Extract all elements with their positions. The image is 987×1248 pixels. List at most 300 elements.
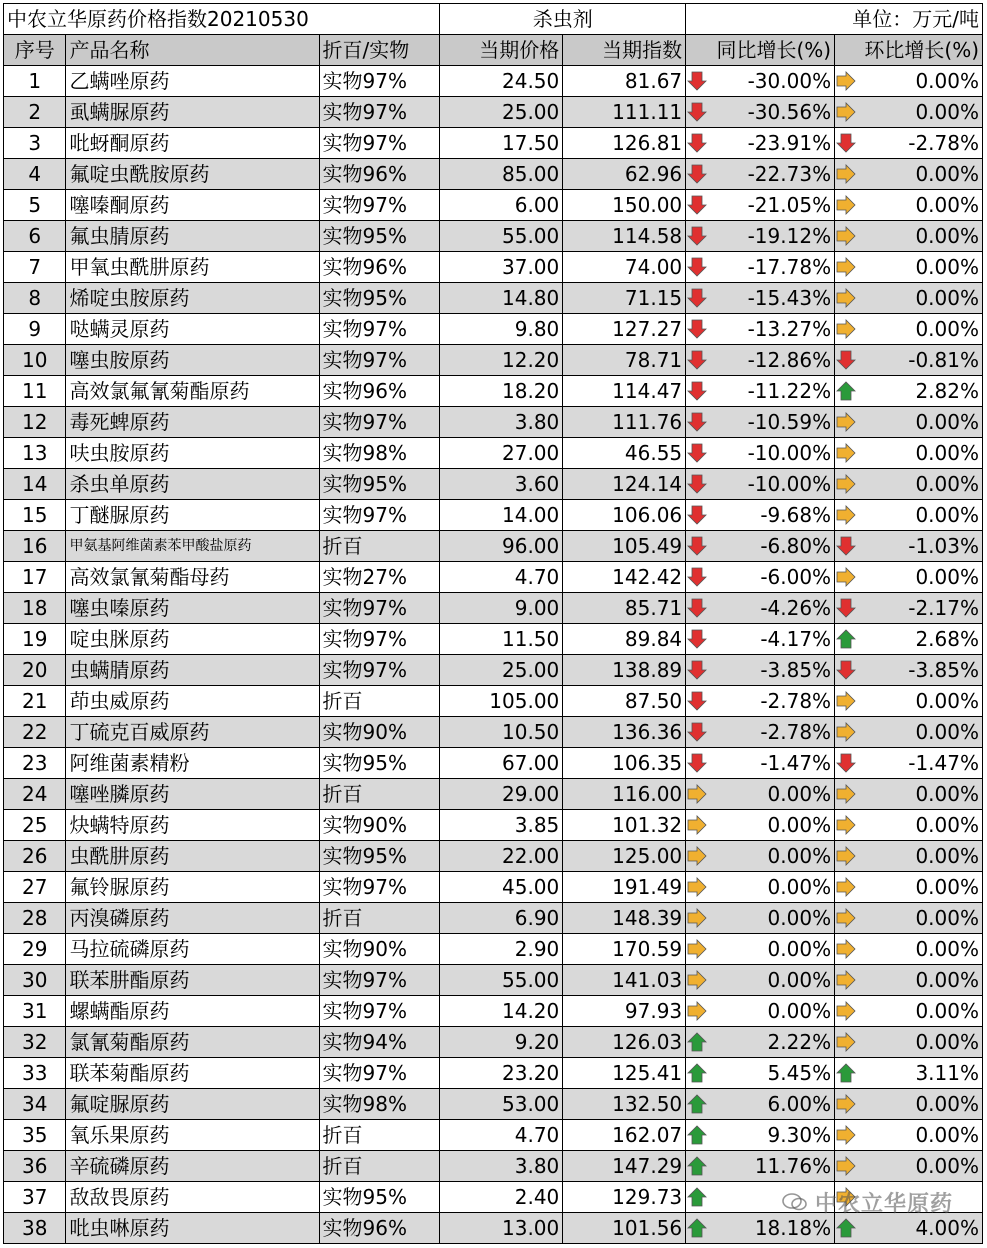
product-spec: 折百	[319, 779, 440, 810]
arrow-right-icon	[835, 411, 857, 433]
row-number: 4	[4, 159, 66, 190]
product-spec: 实物97%	[319, 128, 440, 159]
yoy-value: -3.85%	[760, 658, 832, 682]
current-price: 24.50	[440, 66, 563, 97]
yoy-value: -11.22%	[747, 379, 832, 403]
yoy-value: 0.00%	[767, 813, 832, 837]
mom-value: 0.00%	[915, 906, 979, 930]
product-spec: 实物27%	[319, 562, 440, 593]
current-price: 25.00	[440, 97, 563, 128]
mom-cell	[835, 1027, 983, 1058]
arrow-down-icon	[835, 659, 857, 681]
mom-cell	[835, 345, 983, 376]
current-price: 85.00	[440, 159, 563, 190]
yoy-value: 0.00%	[767, 999, 832, 1023]
mom-value: 0.00%	[915, 1030, 979, 1054]
yoy-cell	[686, 531, 835, 562]
current-index: 127.27	[563, 314, 686, 345]
unit-label: 单位：万元/吨	[686, 4, 983, 35]
table-row	[4, 221, 983, 252]
arrow-down-icon	[686, 597, 708, 619]
product-name: 吡蚜酮原药	[66, 128, 319, 159]
header-no: 序号	[4, 35, 66, 66]
product-spec: 实物98%	[319, 1089, 440, 1120]
current-index: 129.73	[563, 1182, 686, 1213]
product-name: 呋虫胺原药	[66, 438, 319, 469]
yoy-cell	[686, 1151, 835, 1182]
product-name: 噻嗪酮原药	[66, 190, 319, 221]
yoy-cell	[686, 314, 835, 345]
mom-cell	[835, 624, 983, 655]
arrow-down-icon	[686, 690, 708, 712]
mom-value: 0.00%	[915, 1092, 979, 1116]
table-row	[4, 376, 983, 407]
arrow-up-icon	[835, 628, 857, 650]
table-row	[4, 500, 983, 531]
product-name: 茚虫威原药	[66, 686, 319, 717]
mom-value: 0.00%	[915, 937, 979, 961]
product-name: 烯啶虫胺原药	[66, 283, 319, 314]
mom-value: 2.68%	[915, 627, 979, 651]
row-number: 7	[4, 252, 66, 283]
product-name: 乙螨唑原药	[66, 66, 319, 97]
mom-value: -2.78%	[908, 131, 979, 155]
current-price: 22.00	[440, 841, 563, 872]
yoy-cell	[686, 996, 835, 1027]
mom-cell	[835, 655, 983, 686]
yoy-value: 6.00%	[767, 1092, 832, 1116]
row-number: 10	[4, 345, 66, 376]
mom-value: 0.00%	[915, 844, 979, 868]
current-price: 9.80	[440, 314, 563, 345]
current-price: 18.20	[440, 376, 563, 407]
yoy-cell	[686, 66, 835, 97]
mom-value: 2.82%	[915, 379, 979, 403]
yoy-cell	[686, 128, 835, 159]
table-row	[4, 748, 983, 779]
arrow-down-icon	[686, 380, 708, 402]
product-name: 阿维菌素精粉	[66, 748, 319, 779]
mom-cell	[835, 810, 983, 841]
product-spec: 实物97%	[319, 97, 440, 128]
current-price: 105.00	[440, 686, 563, 717]
mom-value: 0.00%	[915, 1123, 979, 1147]
current-price: 4.70	[440, 1120, 563, 1151]
product-spec: 实物97%	[319, 593, 440, 624]
product-spec: 实物97%	[319, 655, 440, 686]
current-price: 3.60	[440, 469, 563, 500]
current-price: 2.40	[440, 1182, 563, 1213]
table-row	[4, 469, 983, 500]
arrow-down-icon	[686, 504, 708, 526]
mom-value: 0.00%	[915, 410, 979, 434]
current-index: 141.03	[563, 965, 686, 996]
arrow-down-icon	[686, 721, 708, 743]
yoy-value: -17.78%	[747, 255, 832, 279]
yoy-value: -10.59%	[747, 410, 832, 434]
wechat-icon	[782, 1192, 808, 1212]
row-number: 36	[4, 1151, 66, 1182]
product-name: 氟啶脲原药	[66, 1089, 319, 1120]
current-index: 124.14	[563, 469, 686, 500]
table-row	[4, 438, 983, 469]
arrow-down-icon	[835, 535, 857, 557]
mom-cell	[835, 841, 983, 872]
yoy-cell	[686, 190, 835, 221]
product-spec: 实物94%	[319, 1027, 440, 1058]
table-row	[4, 779, 983, 810]
yoy-cell	[686, 686, 835, 717]
table-row	[4, 655, 983, 686]
yoy-value: 11.76%	[754, 1154, 832, 1178]
arrow-up-icon	[686, 1062, 708, 1084]
mom-cell	[835, 996, 983, 1027]
table-row	[4, 872, 983, 903]
row-number: 9	[4, 314, 66, 345]
yoy-cell	[686, 593, 835, 624]
mom-value: 0.00%	[915, 565, 979, 589]
product-spec: 实物95%	[319, 748, 440, 779]
arrow-right-icon	[835, 1031, 857, 1053]
current-price: 14.20	[440, 996, 563, 1027]
current-price: 17.50	[440, 128, 563, 159]
yoy-value: 9.30%	[767, 1123, 832, 1147]
mom-value: 0.00%	[915, 286, 979, 310]
mom-cell	[835, 717, 983, 748]
table-row	[4, 283, 983, 314]
row-number: 19	[4, 624, 66, 655]
row-number: 35	[4, 1120, 66, 1151]
mom-value: -2.17%	[908, 596, 979, 620]
arrow-down-icon	[686, 752, 708, 774]
current-price: 9.00	[440, 593, 563, 624]
arrow-right-icon	[835, 1124, 857, 1146]
yoy-value: 0.00%	[767, 844, 832, 868]
mom-cell	[835, 283, 983, 314]
current-price: 25.00	[440, 655, 563, 686]
arrow-right-icon	[835, 473, 857, 495]
arrow-right-icon	[835, 225, 857, 247]
current-price: 23.20	[440, 1058, 563, 1089]
yoy-cell	[686, 221, 835, 252]
yoy-cell	[686, 159, 835, 190]
row-number: 33	[4, 1058, 66, 1089]
current-price: 3.80	[440, 1151, 563, 1182]
product-name: 敌敌畏原药	[66, 1182, 319, 1213]
current-index: 148.39	[563, 903, 686, 934]
row-number: 2	[4, 97, 66, 128]
arrow-up-icon	[686, 1186, 708, 1208]
yoy-value: -10.00%	[747, 472, 832, 496]
yoy-cell	[686, 376, 835, 407]
product-name: 丁醚脲原药	[66, 500, 319, 531]
current-price: 29.00	[440, 779, 563, 810]
yoy-cell	[686, 1058, 835, 1089]
arrow-right-icon	[835, 1155, 857, 1177]
current-index: 116.00	[563, 779, 686, 810]
mom-cell	[835, 562, 983, 593]
product-spec: 折百	[319, 686, 440, 717]
current-index: 106.06	[563, 500, 686, 531]
product-spec: 实物96%	[319, 1213, 440, 1244]
table-row	[4, 128, 983, 159]
table-row	[4, 531, 983, 562]
product-name: 氟啶虫酰胺原药	[66, 159, 319, 190]
mom-value: 0.00%	[915, 720, 979, 744]
arrow-up-icon	[835, 380, 857, 402]
mom-value: 0.00%	[915, 472, 979, 496]
current-price: 55.00	[440, 965, 563, 996]
table-row	[4, 190, 983, 221]
current-price: 14.00	[440, 500, 563, 531]
mom-cell	[835, 221, 983, 252]
arrow-right-icon	[686, 1000, 708, 1022]
table-row	[4, 345, 983, 376]
current-price: 14.80	[440, 283, 563, 314]
row-number: 14	[4, 469, 66, 500]
mom-value: 0.00%	[915, 441, 979, 465]
product-spec: 实物90%	[319, 934, 440, 965]
arrow-right-icon	[835, 442, 857, 464]
mom-value: 0.00%	[915, 999, 979, 1023]
current-price: 3.80	[440, 407, 563, 438]
yoy-value: 0.00%	[767, 937, 832, 961]
mom-value: 0.00%	[915, 193, 979, 217]
price-index-table	[3, 3, 983, 1244]
arrow-right-icon	[835, 907, 857, 929]
row-number: 21	[4, 686, 66, 717]
current-index: 114.58	[563, 221, 686, 252]
current-price: 3.85	[440, 810, 563, 841]
mom-cell	[835, 500, 983, 531]
yoy-cell	[686, 717, 835, 748]
product-spec: 实物97%	[319, 1058, 440, 1089]
product-name: 高效氯氰菊酯母药	[66, 562, 319, 593]
row-number: 32	[4, 1027, 66, 1058]
table-row	[4, 1151, 983, 1182]
current-index: 74.00	[563, 252, 686, 283]
current-index: 62.96	[563, 159, 686, 190]
row-number: 30	[4, 965, 66, 996]
product-name: 杀虫单原药	[66, 469, 319, 500]
arrow-right-icon	[835, 163, 857, 185]
row-number: 34	[4, 1089, 66, 1120]
table-row	[4, 252, 983, 283]
table-row	[4, 1058, 983, 1089]
yoy-cell	[686, 283, 835, 314]
mom-cell	[835, 965, 983, 996]
row-number: 5	[4, 190, 66, 221]
product-spec: 折百	[319, 1151, 440, 1182]
table-row	[4, 810, 983, 841]
arrow-down-icon	[835, 752, 857, 774]
current-index: 97.93	[563, 996, 686, 1027]
yoy-cell	[686, 624, 835, 655]
arrow-down-icon	[686, 225, 708, 247]
current-price: 10.50	[440, 717, 563, 748]
product-spec: 实物96%	[319, 376, 440, 407]
category-label: 杀虫剂	[440, 4, 686, 35]
mom-cell	[835, 748, 983, 779]
yoy-value: 0.00%	[767, 968, 832, 992]
row-number: 29	[4, 934, 66, 965]
product-spec: 实物98%	[319, 438, 440, 469]
product-name: 虱螨脲原药	[66, 97, 319, 128]
product-name: 啶虫脒原药	[66, 624, 319, 655]
arrow-down-icon	[686, 566, 708, 588]
current-index: 101.32	[563, 810, 686, 841]
product-name: 虫螨腈原药	[66, 655, 319, 686]
yoy-value: -13.27%	[747, 317, 832, 341]
product-spec: 实物96%	[319, 159, 440, 190]
row-number: 6	[4, 221, 66, 252]
yoy-value: -15.43%	[747, 286, 832, 310]
arrow-right-icon	[835, 287, 857, 309]
current-price: 55.00	[440, 221, 563, 252]
product-spec: 实物95%	[319, 283, 440, 314]
table-row	[4, 1120, 983, 1151]
product-spec: 实物97%	[319, 872, 440, 903]
arrow-right-icon	[835, 814, 857, 836]
arrow-right-icon	[686, 938, 708, 960]
arrow-right-icon	[835, 256, 857, 278]
mom-cell	[835, 903, 983, 934]
mom-cell	[835, 407, 983, 438]
yoy-value: 0.00%	[767, 875, 832, 899]
arrow-right-icon	[835, 566, 857, 588]
table-row	[4, 1089, 983, 1120]
product-spec: 实物95%	[319, 469, 440, 500]
current-index: 136.36	[563, 717, 686, 748]
product-name: 联苯肼酯原药	[66, 965, 319, 996]
arrow-right-icon	[835, 721, 857, 743]
header-index: 当期指数	[563, 35, 686, 66]
arrow-down-icon	[686, 411, 708, 433]
current-price: 53.00	[440, 1089, 563, 1120]
arrow-down-icon	[835, 132, 857, 154]
yoy-value: -23.91%	[747, 131, 832, 155]
product-name: 甲氧虫酰肼原药	[66, 252, 319, 283]
mom-cell	[835, 128, 983, 159]
product-spec: 实物90%	[319, 717, 440, 748]
product-spec: 折百	[319, 531, 440, 562]
arrow-down-icon	[686, 194, 708, 216]
mom-value: 0.00%	[915, 1154, 979, 1178]
mom-cell	[835, 1120, 983, 1151]
arrow-down-icon	[686, 535, 708, 557]
yoy-cell	[686, 1120, 835, 1151]
product-spec: 实物97%	[319, 407, 440, 438]
table-row	[4, 1027, 983, 1058]
current-index: 78.71	[563, 345, 686, 376]
product-spec: 实物97%	[319, 345, 440, 376]
arrow-right-icon	[835, 101, 857, 123]
yoy-cell	[686, 872, 835, 903]
yoy-value: -4.17%	[760, 627, 832, 651]
yoy-value: -2.78%	[760, 689, 832, 713]
table-row	[4, 717, 983, 748]
mom-value: 4.00%	[915, 1216, 979, 1240]
current-index: 191.49	[563, 872, 686, 903]
current-index: 111.76	[563, 407, 686, 438]
current-index: 126.03	[563, 1027, 686, 1058]
arrow-right-icon	[835, 938, 857, 960]
row-number: 1	[4, 66, 66, 97]
arrow-up-icon	[686, 1217, 708, 1239]
current-index: 101.56	[563, 1213, 686, 1244]
product-name: 联苯菊酯原药	[66, 1058, 319, 1089]
arrow-right-icon	[835, 318, 857, 340]
product-spec: 实物90%	[319, 810, 440, 841]
product-name: 氟虫腈原药	[66, 221, 319, 252]
product-spec: 实物97%	[319, 190, 440, 221]
product-spec: 实物96%	[319, 252, 440, 283]
product-name: 噻虫嗪原药	[66, 593, 319, 624]
mom-cell	[835, 1058, 983, 1089]
table-title: 中农立华原药价格指数20210530	[4, 4, 440, 35]
arrow-down-icon	[686, 132, 708, 154]
product-spec: 折百	[319, 1120, 440, 1151]
current-price: 4.70	[440, 562, 563, 593]
mom-value: 0.00%	[915, 875, 979, 899]
yoy-cell	[686, 965, 835, 996]
mom-cell	[835, 593, 983, 624]
current-index: 162.07	[563, 1120, 686, 1151]
product-name: 马拉硫磷原药	[66, 934, 319, 965]
arrow-right-icon	[835, 70, 857, 92]
yoy-cell	[686, 1089, 835, 1120]
mom-value: -0.81%	[908, 348, 979, 372]
yoy-cell	[686, 562, 835, 593]
arrow-up-icon	[835, 1062, 857, 1084]
table-row	[4, 593, 983, 624]
mom-cell	[835, 314, 983, 345]
current-index: 85.71	[563, 593, 686, 624]
yoy-value: -19.12%	[747, 224, 832, 248]
product-spec: 折百	[319, 903, 440, 934]
arrow-down-icon	[686, 659, 708, 681]
arrow-right-icon	[686, 969, 708, 991]
arrow-up-icon	[835, 1217, 857, 1239]
current-price: 9.20	[440, 1027, 563, 1058]
current-index: 142.42	[563, 562, 686, 593]
header-yoy: 同比增长(%)	[686, 35, 835, 66]
yoy-value: 2.22%	[767, 1030, 832, 1054]
arrow-down-icon	[835, 597, 857, 619]
row-number: 24	[4, 779, 66, 810]
mom-cell	[835, 438, 983, 469]
yoy-cell	[686, 779, 835, 810]
product-name: 丙溴磷原药	[66, 903, 319, 934]
current-price: 45.00	[440, 872, 563, 903]
mom-value: -1.47%	[908, 751, 979, 775]
row-number: 13	[4, 438, 66, 469]
product-spec: 实物97%	[319, 965, 440, 996]
current-index: 125.41	[563, 1058, 686, 1089]
current-price: 27.00	[440, 438, 563, 469]
mom-cell	[835, 779, 983, 810]
row-number: 25	[4, 810, 66, 841]
product-name: 噻虫胺原药	[66, 345, 319, 376]
mom-value: 0.00%	[915, 255, 979, 279]
mom-value: 0.00%	[915, 69, 979, 93]
yoy-value: -4.26%	[760, 596, 832, 620]
current-price: 6.00	[440, 190, 563, 221]
current-price: 6.90	[440, 903, 563, 934]
mom-value: 0.00%	[915, 100, 979, 124]
product-spec: 实物95%	[319, 221, 440, 252]
yoy-value: -6.80%	[760, 534, 832, 558]
